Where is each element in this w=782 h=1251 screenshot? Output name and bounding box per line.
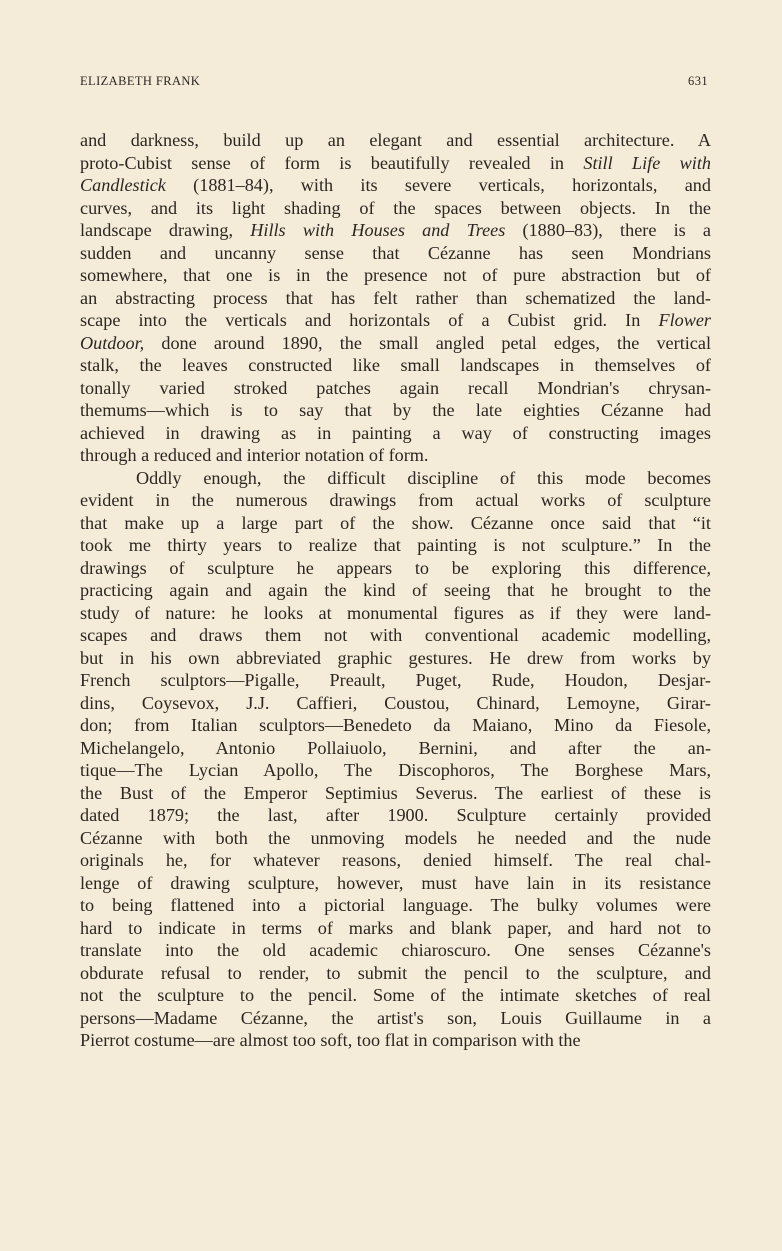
text-line <box>80 264 711 287</box>
text-run: lenge of drawing sculpture, however, must have lain in its resistance <box>80 872 711 893</box>
italic-title: Outdoor, <box>80 332 145 353</box>
text-line <box>80 737 711 760</box>
text-line <box>80 174 711 197</box>
text-line <box>80 152 711 175</box>
paragraph <box>80 467 711 1052</box>
text-run: (1881–84), with its severe verticals, horizontals, and <box>165 175 711 195</box>
body-text <box>80 129 711 1052</box>
text-run: dated 1879; the last, after 1900. Sculpture certainly provided <box>80 805 711 825</box>
text-line <box>80 129 711 152</box>
text-line <box>80 804 711 827</box>
text-run: that make up a large part of the show. Cézanne once said that “it <box>80 512 711 533</box>
text-line <box>80 557 711 580</box>
text-run: and darkness, build up an elegant and essential architecture. A <box>80 130 711 150</box>
text-run: Cézanne with both the unmoving models he needed and the nude <box>80 827 711 848</box>
text-run: to being flattened into a pictorial language. The bulky volumes were <box>80 895 711 915</box>
text-run: persons—Madame Cézanne, the artist's son, Louis Guillaume in a <box>80 1007 711 1028</box>
text-line <box>80 332 711 355</box>
text-run: somewhere, that one is in the presence not of pure abstraction but of <box>80 265 711 285</box>
text-line <box>80 444 711 467</box>
text-line <box>80 894 711 917</box>
text-line <box>80 377 711 400</box>
paragraph <box>80 129 711 467</box>
text-run: sudden and uncanny sense that Cézanne has seen Mondrians <box>80 242 711 263</box>
text-line <box>80 962 711 985</box>
text-line <box>80 872 711 895</box>
text-run: translate into the old academic chiaroscuro. One senses Cézanne's <box>80 940 711 960</box>
text-line <box>80 512 711 535</box>
running-head: ELIZABETH FRANK <box>80 74 201 88</box>
text-line <box>80 1007 711 1030</box>
text-line <box>80 219 711 242</box>
text-line <box>80 939 711 962</box>
text-line <box>80 669 711 692</box>
text-run: scapes and draws them not with conventional academic modelling, <box>80 625 711 645</box>
text-line <box>80 602 711 625</box>
text-line <box>80 624 711 647</box>
text-run: dins, Coysevox, J.J. Caffieri, Coustou, Chinard, Lemoyne, Girar- <box>80 692 711 713</box>
text-run: curves, and its light shading of the spaces between objects. In the <box>80 197 711 218</box>
text-line <box>80 1029 711 1052</box>
italic-title: Hills with Houses and Trees <box>250 220 506 240</box>
text-run: Oddly enough, the difficult discipline of this mode becomes <box>136 467 711 488</box>
text-run: not the sculpture to the pencil. Some of the intimate sketches of real <box>80 985 711 1005</box>
text-line <box>80 714 711 737</box>
text-line <box>80 984 711 1007</box>
text-run: but in his own abbreviated graphic gestures. He drew from works by <box>80 647 711 668</box>
text-run: evident in the numerous drawings from actual works of sculpture <box>80 490 711 510</box>
text-line <box>80 534 711 557</box>
text-run: through a reduced and interior notation of form. <box>80 445 429 465</box>
text-line <box>80 287 711 310</box>
italic-title: Still Life with <box>583 152 711 173</box>
italic-title: Candlestick <box>80 175 166 195</box>
text-line <box>80 309 711 332</box>
italic-title: Flower <box>658 310 711 330</box>
page-number: 631 <box>688 74 708 88</box>
text-run: obdurate refusal to render, to submit the pencil to the sculpture, and <box>80 962 711 983</box>
text-line <box>80 849 711 872</box>
text-line <box>80 422 711 445</box>
text-run: Michelangelo, Antonio Pollaiuolo, Bernini, and after the an- <box>80 737 711 758</box>
text-run: Pierrot costume—are almost too soft, too flat in comparison with the <box>80 1030 581 1050</box>
text-run: French sculptors—Pigalle, Preault, Puget, Rude, Houdon, Desjar- <box>80 670 711 690</box>
text-run: scape into the verticals and horizontals of a Cubist grid. In <box>80 310 659 330</box>
text-run: done around 1890, the small angled petal edges, the vertical <box>144 332 711 353</box>
text-run: tonally varied stroked patches again recall Mondrian's chrysan- <box>80 377 711 398</box>
text-run: study of nature: he looks at monumental figures as if they were land- <box>80 602 711 623</box>
text-run: originals he, for whatever reasons, denied himself. The real chal- <box>80 850 711 870</box>
text-run: don; from Italian sculptors—Benedeto da Maiano, Mino da Fiesole, <box>80 715 711 735</box>
text-run: tique—The Lycian Apollo, The Discophoros, The Borghese Mars, <box>80 760 711 780</box>
text-run: (1880–83), there is a <box>505 220 711 240</box>
text-run: achieved in drawing as in painting a way of constructing images <box>80 422 711 443</box>
text-run: the Bust of the Emperor Septimius Severus. The earliest of these is <box>80 782 711 803</box>
text-run: hard to indicate in terms of marks and blank paper, and hard not to <box>80 917 711 938</box>
text-run: stalk, the leaves constructed like small landscapes in themselves of <box>80 355 711 375</box>
text-run: took me thirty years to realize that painting is not sculpture.” In the <box>80 535 711 555</box>
text-run: themums—which is to say that by the late eighties Cézanne had <box>80 400 711 420</box>
text-line <box>80 692 711 715</box>
text-line <box>80 827 711 850</box>
text-line <box>80 579 711 602</box>
text-line <box>80 197 711 220</box>
text-run: practicing again and again the kind of seeing that he brought to the <box>80 580 711 600</box>
text-run: an abstracting process that has felt rather than schematized the land- <box>80 287 711 308</box>
text-line <box>80 467 711 490</box>
text-run: proto-Cubist sense of form is beautifully revealed in <box>80 152 584 173</box>
text-line <box>80 489 711 512</box>
text-line <box>80 354 711 377</box>
text-line <box>80 782 711 805</box>
text-line <box>80 917 711 940</box>
text-line <box>80 759 711 782</box>
text-line <box>80 399 711 422</box>
text-line <box>80 647 711 670</box>
text-run: drawings of sculpture he appears to be exploring this difference, <box>80 557 711 578</box>
text-run: landscape drawing, <box>80 220 251 240</box>
text-line <box>80 242 711 265</box>
page-header <box>80 74 708 94</box>
